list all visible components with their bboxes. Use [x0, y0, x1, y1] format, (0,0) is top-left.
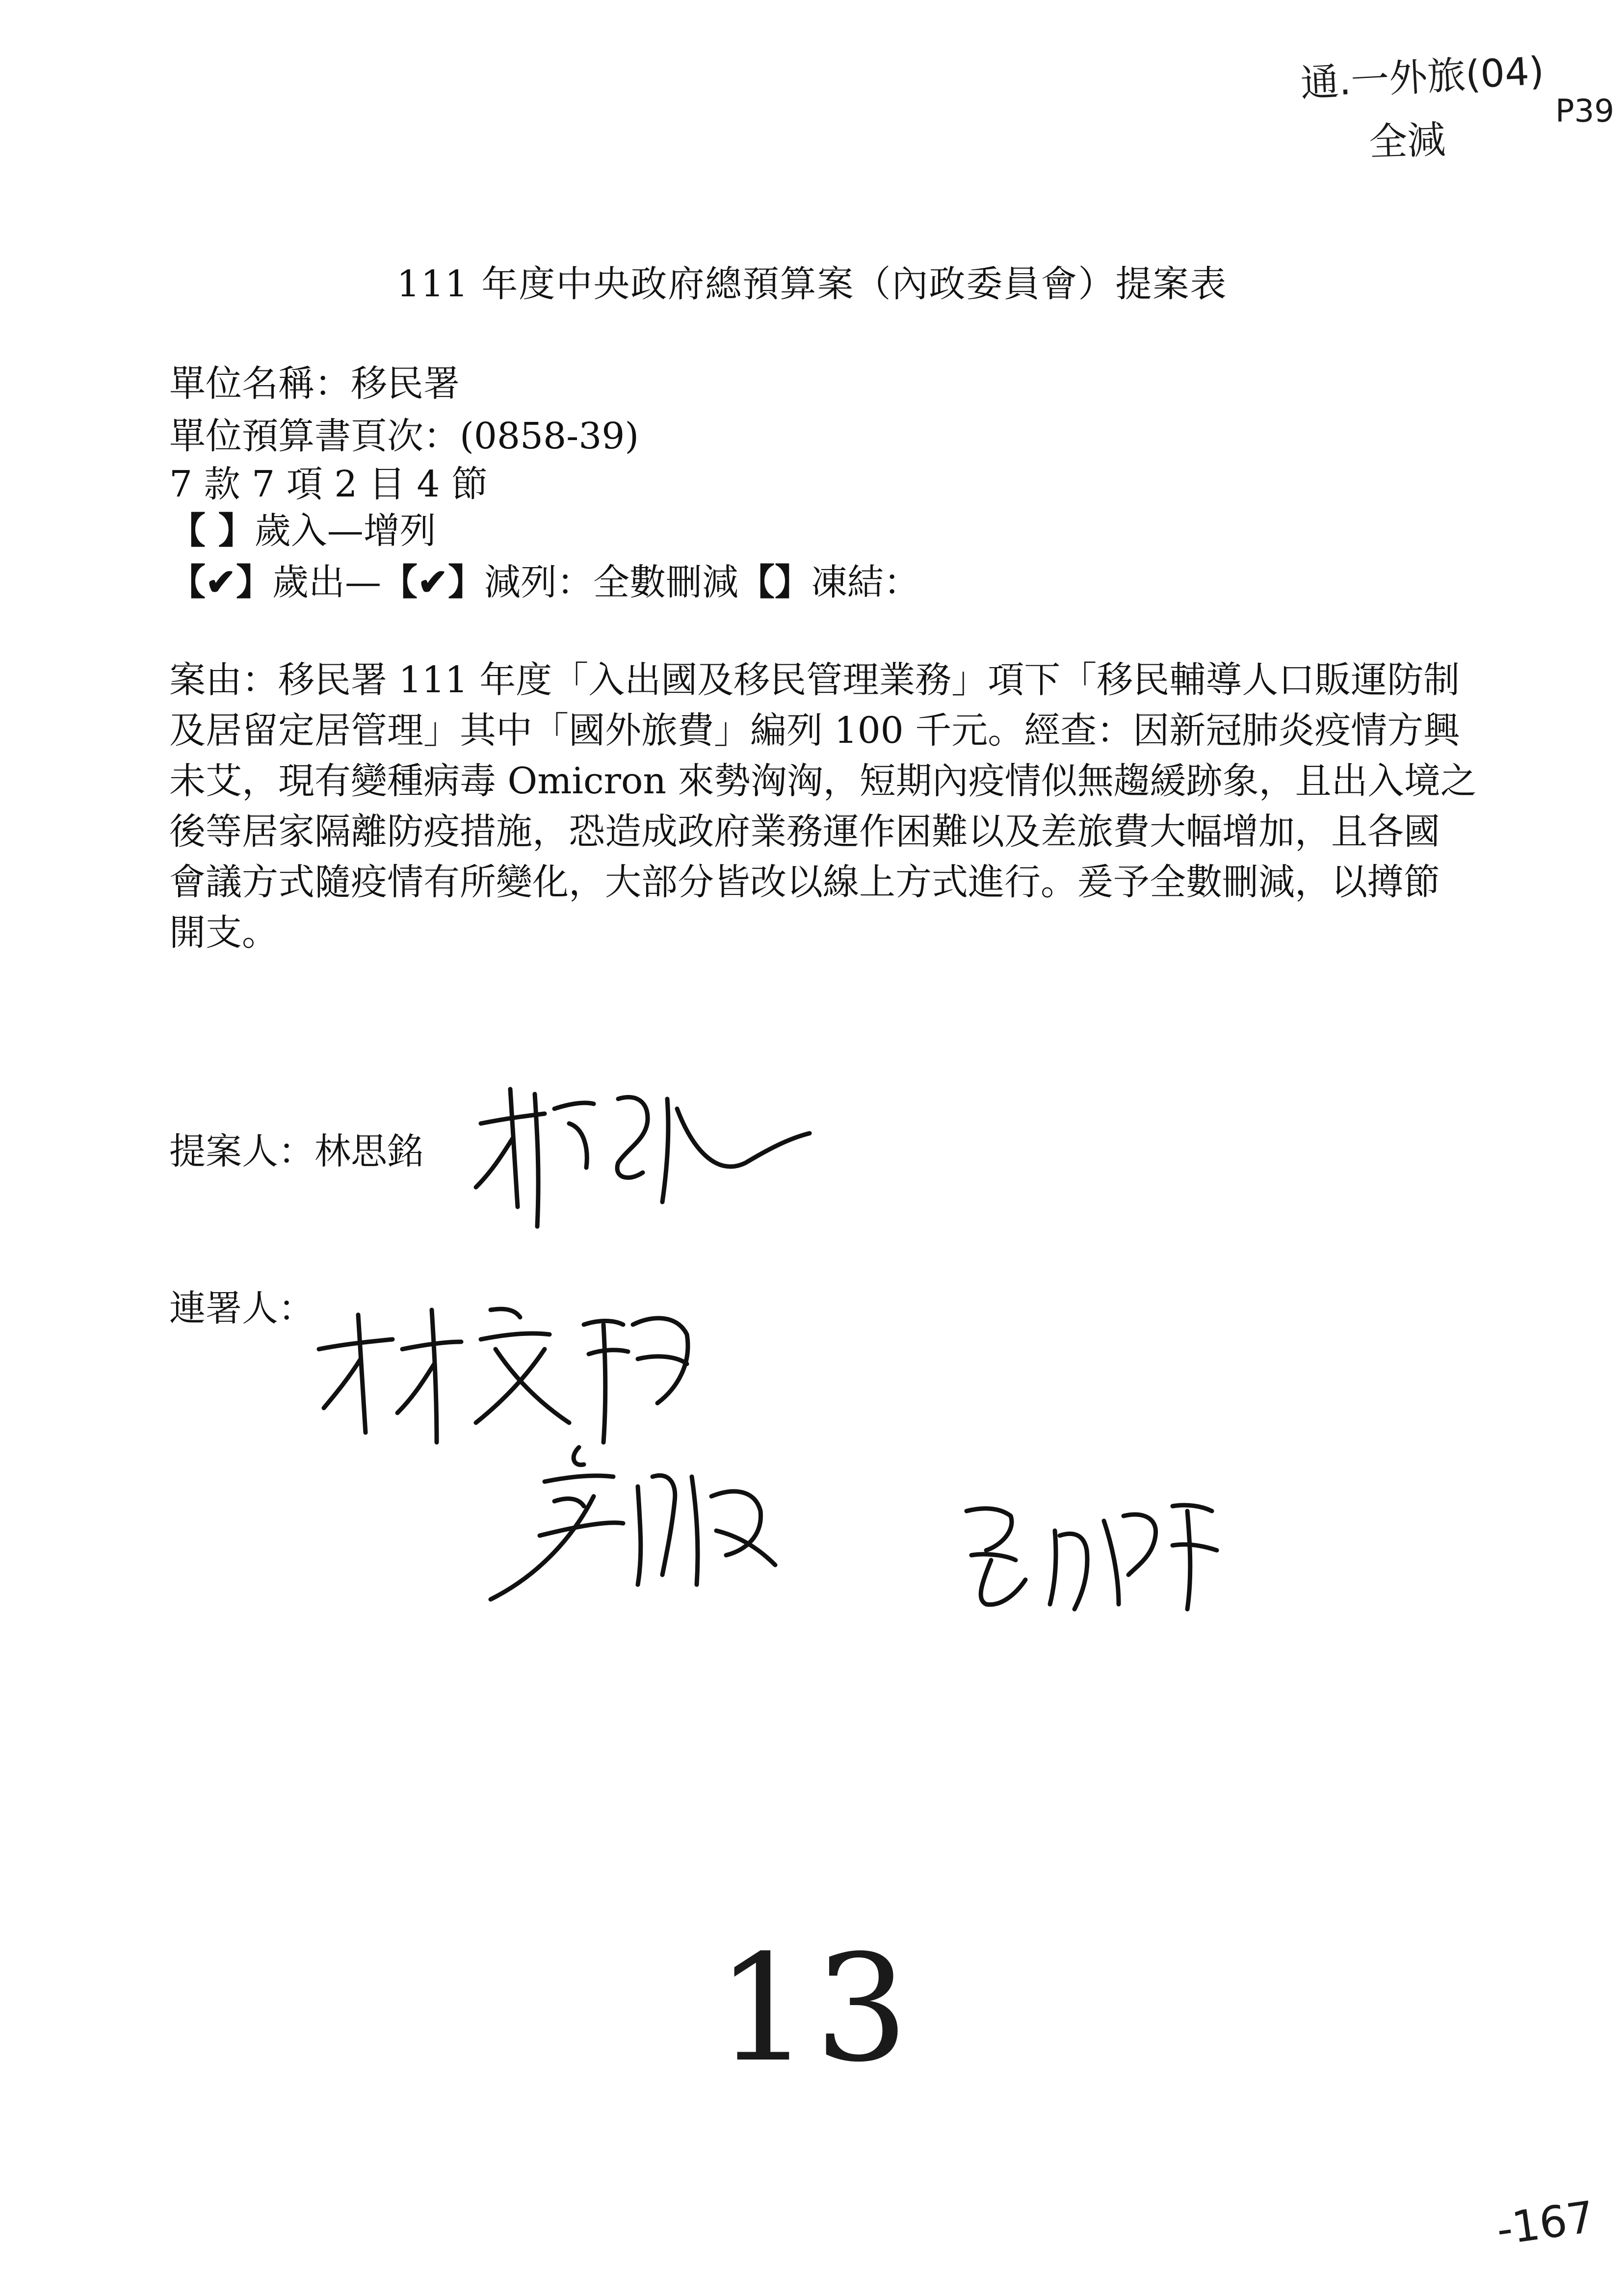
proposer-name: 林思銘	[314, 1130, 423, 1173]
freeze-checkbox: 【】	[738, 561, 812, 603]
reason-line: 開支。	[169, 912, 278, 954]
cosigner-signature-1	[314, 1295, 697, 1452]
budget-page-value: (0858-39)	[460, 415, 639, 457]
handwritten-page-number: 13	[716, 1923, 914, 2094]
cosigner-signature-3	[957, 1491, 1231, 1619]
proposer-line	[169, 1130, 423, 1173]
expense-checkbox: 【✔】	[169, 561, 273, 603]
reduce-checkbox: 【✔】	[381, 561, 485, 603]
cosigner-signature-2	[481, 1437, 785, 1614]
handwritten-note-line2: 全減	[1368, 118, 1446, 165]
proposer-signature	[471, 1079, 814, 1236]
reason-line: 未艾，現有變種病毒 Omicron 來勢洶洶，短期內疫情似無趨緩跡象，且出入境之	[169, 760, 1477, 802]
handwritten-bottom-right: -167	[1493, 2191, 1598, 2255]
reason-line: 案由：移民署 111 年度「入出國及移民管理業務」項下「移民輔導人口販運防制	[169, 659, 1460, 701]
reason-line: 會議方式隨疫情有所變化，大部分皆改以線上方式進行。爰予全數刪減，以撙節	[169, 861, 1440, 903]
reason-line: 後等居家隔離防疫措施，恐造成政府業務運作困難以及差旅費大幅增加，且各國	[169, 810, 1440, 853]
unit-name-line	[169, 363, 460, 405]
handwritten-note-line1: 通.一外旅(04)	[1299, 49, 1545, 106]
unit-name-label: 單位名稱：	[169, 363, 351, 405]
section-line	[169, 463, 488, 505]
revenue-text: 歲入—增列	[254, 510, 436, 552]
reason-paragraph	[169, 655, 1496, 958]
handwritten-page-ref: P39	[1555, 93, 1615, 130]
budget-page-line	[169, 415, 639, 457]
budget-page-label: 單位預算書頁次：	[169, 415, 460, 457]
freeze-text: 凍結：	[811, 561, 920, 603]
revenue-line	[169, 510, 436, 552]
cosigner-label: 連署人：	[169, 1287, 314, 1330]
proposer-label: 提案人：	[169, 1130, 314, 1173]
reduce-text: 減列：全數刪減	[484, 561, 739, 603]
document-title: 111 年度中央政府總預算案（內政委員會）提案表	[396, 263, 1228, 305]
section-value: 7 款 7 項 2 目 4 節	[169, 463, 488, 505]
reason-line: 及居留定居管理」其中「國外旅費」編列 100 千元。經查：因新冠肺炎疫情方興	[169, 709, 1460, 752]
unit-name-value: 移民署	[351, 363, 460, 405]
revenue-checkbox: 【 】	[169, 510, 255, 552]
expense-text: 歲出—	[272, 561, 382, 603]
expense-line	[169, 561, 920, 603]
